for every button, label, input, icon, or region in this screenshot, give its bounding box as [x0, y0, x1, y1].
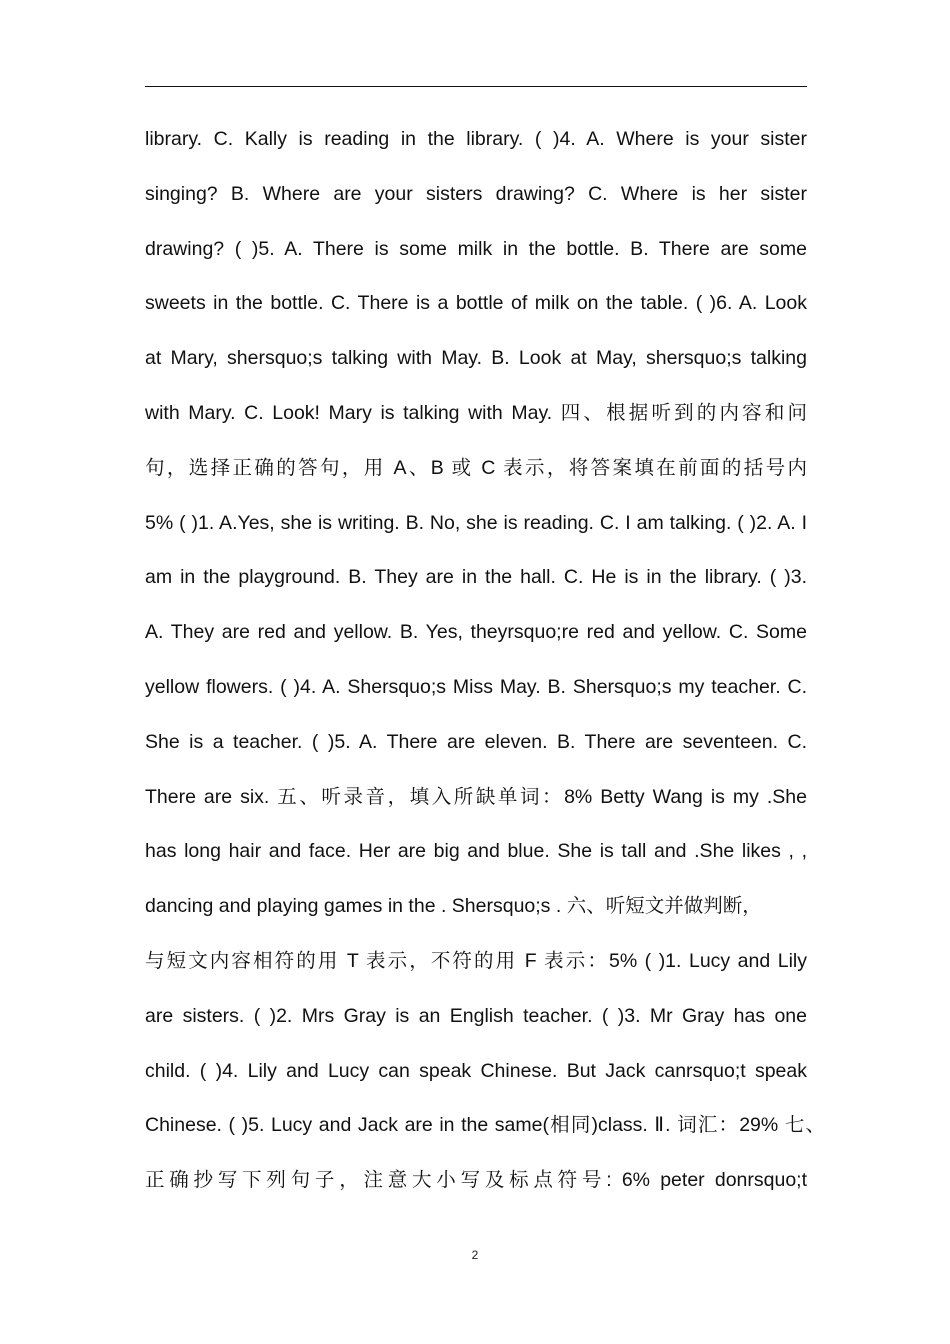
text-line-4: sweets in the bottle. C. There is a bottle of milk on the table. ( )6. A. Look [145, 292, 807, 315]
text-line-19: Chinese. ( )5. Lucy and Jack are in the same(相同)class. Ⅱ. 词汇：29% 七、 [145, 1114, 825, 1137]
text-line-3: drawing? ( )5. A. There is some milk in the bottle. B. There are some [145, 237, 807, 260]
text-line-6: with Mary. C. Look! Mary is talking with May. 四、根据听到的内容和问 [145, 401, 807, 424]
text-line-1: library. C. Kally is reading in the library. ( )4. A. Where is your sister [145, 128, 807, 150]
text-line-15: dancing and playing games in the . Shersquo;s . 六、听短文并做判断， [145, 895, 762, 918]
text-line-11: yellow flowers. ( )4. A. Shersquo;s Miss May. B. Shersquo;s my teacher. C. [145, 675, 807, 698]
text-line-2: singing? B. Where are your sisters drawing? C. Where is her sister [145, 182, 807, 205]
page-number: 2 [471, 1248, 479, 1262]
text-line-17: are sisters. ( )2. Mrs Gray is an English teacher. ( )3. Mr Gray has one [145, 1004, 807, 1027]
text-line-18: child. ( )4. Lily and Lucy can speak Chinese. But Jack canrsquo;t speak [145, 1059, 807, 1082]
text-line-20: 正确抄写下列句子，注意大小写及标点符号: 6% peter donrsquo;t [145, 1169, 807, 1192]
text-line-8: 5% ( )1. A.Yes, she is writing. B. No, she is reading. C. I am talking. ( )2. A. I [145, 511, 807, 534]
text-line-16: 与短文内容相符的用 T 表示，不符的用 F 表示：5% ( )1. Lucy and Lily [145, 949, 807, 972]
text-line-14: has long hair and face. Her are big and blue. She is tall and .She likes , , [145, 840, 807, 863]
text-line-13: There are six. 五、听录音，填入所缺单词：8% Betty Wang is my .She [145, 785, 807, 808]
text-line-9: am in the playground. B. They are in the hall. C. He is in the library. ( )3. [145, 566, 807, 589]
text-line-10: A. They are red and yellow. B. Yes, theyrsquo;re red and yellow. C. Some [145, 621, 807, 644]
text-line-5: at Mary, shersquo;s talking with May. B. Look at May, shersquo;s talking [145, 347, 807, 370]
text-line-12: She is a teacher. ( )5. A. There are eleven. B. There are seventeen. C. [145, 730, 807, 753]
body-text [145, 112, 825, 1208]
header-rule [145, 86, 807, 87]
text-line-7: 句，选择正确的答句，用 A、B 或 C 表示，将答案填在前面的括号内 [145, 456, 807, 479]
